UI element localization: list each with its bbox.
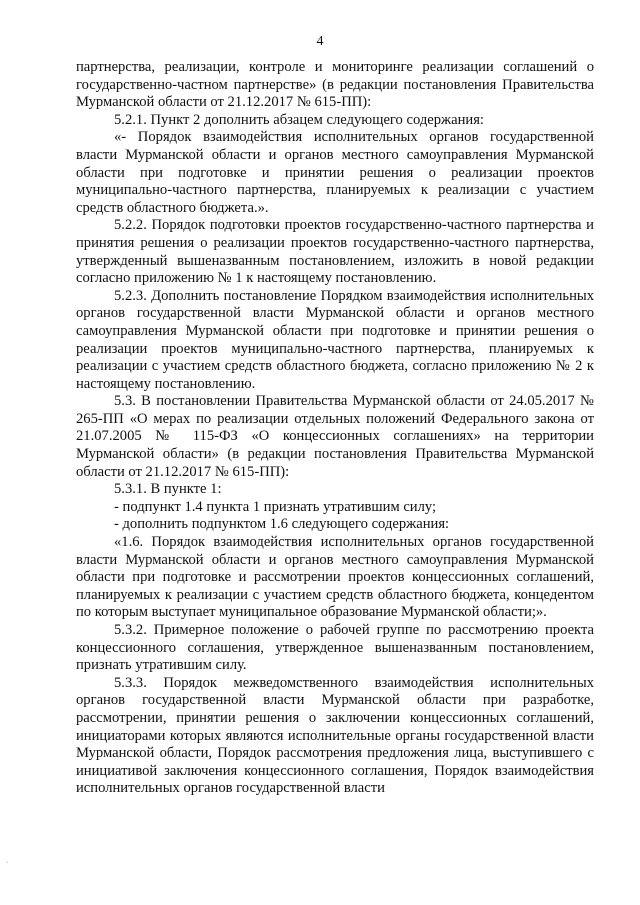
paragraph: 5.3. В постановлении Правительства Мурманской области от 24.05.2017 № 265-ПП «О мерах по реализации отдельных положений Федерального закона от 21.07.2005 № 115-ФЗ «О концессионных соглашениях» на территории Мурманской области» (в редакции постановления Правительства Мурманской области от 21.12.2017 № 615-ПП): (76, 393, 594, 480)
paragraph: 5.3.2. Примерное положение о рабочей группе по рассмотрению проекта концессионного соглашения, утвержденное вышеназванным постановлением, признать утратившим силу. (76, 622, 594, 674)
page-number: 4 (316, 34, 324, 49)
paragraph: 5.2.3. Дополнить постановление Порядком взаимодействия исполнительных органов государственной власти Мурманской области и органов местного самоуправления Мурманской области при подготовке и принятии решения о реализации проектов муниципально-частного партнерства, планируемых к реализации с участием средств областного бюджета, согласно приложению № 2 к настоящему постановлению. (76, 287, 594, 392)
paragraph: 5.2.1. Пункт 2 дополнить абзацем следующего содержания: (114, 111, 484, 128)
paragraph: 5.2.2. Порядок подготовки проектов государственно-частного партнерства и принятия решения о реализации проектов государственно-частного партнерства, утвержденный вышеназванным постановлением, изложить в новой редакции согласно приложению № 1 к настоящему постановлению. (76, 217, 594, 287)
paragraph: - подпункт 1.4 пункта 1 признать утратившим силу; (114, 498, 437, 515)
document-body (76, 59, 594, 798)
scan-margin-mark: . (6, 855, 9, 866)
paragraph: 5.3.3. Порядок межведомственного взаимодействия исполнительных органов государственной власти Мурманской области при разработке, рассмотрении, принятии решения о заключении концессионных соглашений, инициаторами которых являются исполнительные органы государственной власти Мурманской области, Порядок рассмотрения предложения лица, выступившего с инициативой заключения концессионного соглашения, Порядок взаимодействия исполнительных органов государственной власти (76, 674, 594, 797)
paragraph: «- Порядок взаимодействия исполнительных органов государственной власти Мурманской области и органов местного самоуправления Мурманской области при подготовке и принятии решения о реализации проектов муниципально-частного партнерства, планируемых к реализации с участием средств областного бюджета.». (76, 129, 594, 216)
paragraph: - дополнить подпунктом 1.6 следующего содержания: (114, 516, 450, 533)
paragraph: партнерства, реализации, контроле и мониторинге реализации соглашений о государственно-частном партнерстве» (в редакции постановления Правительства Мурманской области от 21.12.2017 № 615-ПП): (76, 59, 594, 111)
paragraph: 5.3.1. В пункте 1: (114, 481, 222, 498)
paragraph: «1.6. Порядок взаимодействия исполнительных органов государственной власти Мурманской области и органов местного самоуправления Мурманской области при подготовке и рассмотрении проектов концессионных соглашений, планируемых к реализации с участием средств областного бюджета, концедентом по которым выступает муниципальное образование Мурманской области;». (76, 534, 594, 621)
